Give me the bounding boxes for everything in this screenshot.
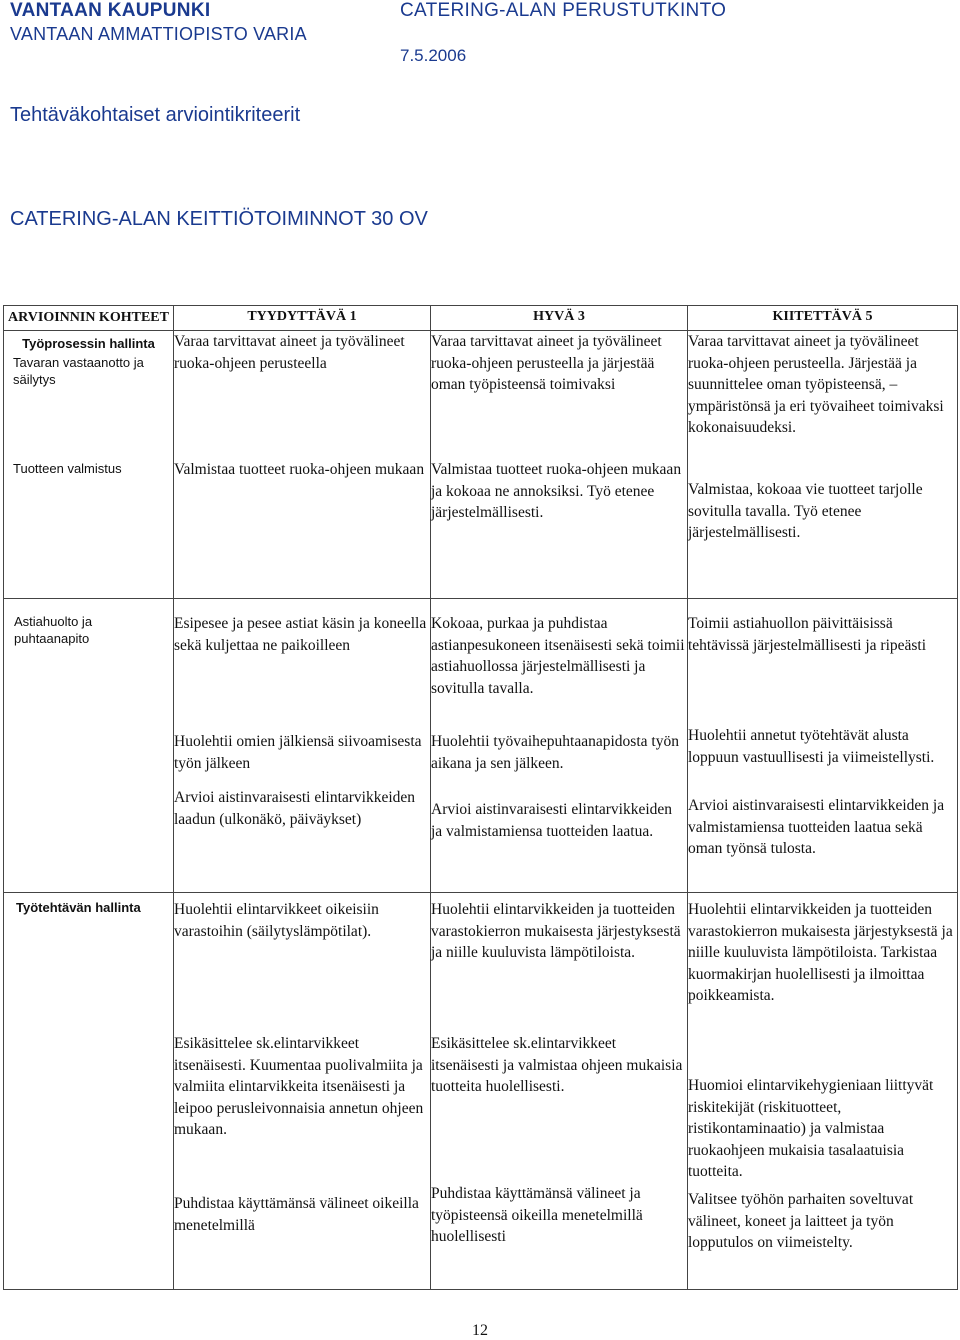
area-label: Astiahuolto ja puhtaanapito [14,614,93,646]
criterion-text: Huomioi elintarvikehygieniaan liittyvät riskitekijät (riskituotteet, ristikontaminaatio) ja valmistaa ruokaohjeen mukaisia tasalaatuisia tuotteita. [688,1077,934,1180]
criterion-text: Esikäsittelee sk.elintarvikkeet itsenäisesti ja valmistaa ohjeen mukaisia tuotteita huolellisesti. [431,1035,683,1095]
criterion-text: Valmistaa tuotteet ruoka-ohjeen mukaan ja kokoaa ne annoksiksi. Työ etenee järjestelmällisesti. [431,461,682,521]
criterion-text: Valitsee työhön parhaiten soveltuvat välineet, koneet ja laitteet ja työn lopputulos on viimeistelty. [688,1191,914,1251]
org-name: VANTAAN KAUPUNKI [10,0,211,21]
header-excellent: KIITETTÄVÄ 5 [688,306,958,331]
criteria-cell [431,331,688,599]
header-good: HYVÄ 3 [431,306,688,331]
header-satisfactory: TYYDYTTÄVÄ 1 [174,306,431,331]
criteria-cell [174,599,431,893]
criterion-text: Esikäsittelee sk.elintarvikkeet itsenäisesti. Kuumentaa puolivalmiita ja valmiita elintarvikkeita itsenäisesti ja leipoo perusleivonnaisia annetun ohjeen mukaan. [174,1035,424,1138]
criteria-cell [174,331,431,599]
criterion-text: Varaa tarvittavat aineet ja työvälineet ruoka-ohjeen perusteella [174,333,405,372]
criteria-cell [688,893,958,1290]
criteria-cell [688,331,958,599]
criterion-text: Puhdistaa käyttämänsä välineet oikeilla menetelmillä [174,1195,419,1234]
criteria-cell [174,893,431,1290]
criterion-text: Esipesee ja pesee astiat käsin ja koneella sekä kuljettaa ne paikoilleen [174,615,427,654]
org-unit: VANTAAN AMMATTIOPISTO VARIA [10,24,307,44]
table-header-row [4,306,958,331]
area-cell [4,331,174,599]
criteria-table [3,305,958,1290]
criterion-text: Huolehtii elintarvikkeiden ja tuotteiden varastokierron mukaisesta järjestyksestä ja niille kuuluvista lämpötiloista. [431,901,681,961]
criterion-text: Kokoaa, purkaa ja puhdistaa astianpesukoneen itsenäisesti sekä toimii astiahuollossa järjestelmällisesti ja sovitulla tavalla. [431,615,685,697]
criterion-text: Toimii astiahuollon päivittäisissä tehtävissä järjestelmällisesti ja ripeästi [688,615,927,654]
area-cell [4,893,174,1290]
document-date: 7.5.2006 [400,46,467,65]
criterion-text: Puhdistaa käyttämänsä välineet ja työpisteensä oikeilla menetelmillä huolellisesti [431,1185,643,1245]
criterion-text: Huolehtii työvaihepuhtaanapidosta työn aikana ja sen jälkeen. [431,733,679,772]
criterion-text: Huolehtii omien jälkiensä siivoamisesta työn jälkeen [174,733,422,772]
area-subtitle: Tavaran vastaanotto ja säilytys [13,355,144,387]
programme-name: CATERING-ALAN PERUSTUTKINTO [400,0,727,21]
criterion-text: Arvioi aistinvaraisesti elintarvikkeiden laadun (ulkonäkö, päiväykset) [174,789,416,828]
header-area: ARVIOINNIN KOHTEET [4,306,174,331]
area-subtitle: Tuotteen valmistus [13,461,122,476]
area-cell [4,599,174,893]
table-row [4,893,958,1290]
criteria-cell [431,893,688,1290]
document-title: Tehtäväkohtaiset arviointikriteerit [10,104,301,126]
area-label: Työtehtävän hallinta [16,900,141,915]
criterion-text: Arvioi aistinvaraisesti elintarvikkeiden ja valmistamiensa tuotteiden laatua sekä oman työnsä tulosta. [688,797,945,857]
table-row [4,331,958,599]
table-row [4,599,958,893]
criterion-text: Huolehtii elintarvikkeiden ja tuotteiden varastokierron mukaisesta järjestyksestä ja niille kuuluvista lämpötiloista. Tarkistaa kuormakirjan huolellisesti ja ilmoittaa poikkeamista. [688,901,953,1004]
criterion-text: Valmistaa tuotteet ruoka-ohjeen mukaan [174,461,425,478]
page-number: 12 [472,1322,488,1339]
criterion-text: Varaa tarvittavat aineet ja työvälineet ruoka-ohjeen perusteella. Järjestää ja suunnittelee oman työpisteensä, – ympäristönsä ja eri työvaiheet toimivaksi kokonaisuudeksi. [688,333,944,436]
criterion-text: Huolehtii elintarvikkeet oikeisiin varastoihin (säilytyslämpötilat). [174,901,379,940]
criterion-text: Valmistaa, kokoaa vie tuotteet tarjolle sovitulla tavalla. Työ etenee järjestelmällisesti. [688,481,923,541]
area-title: Työprosessin hallinta [22,336,155,351]
criterion-text: Varaa tarvittavat aineet ja työvälineet ruoka-ohjeen perusteella ja järjestää oman työpisteensä toimivaksi [431,333,662,393]
criterion-text: Arvioi aistinvaraisesti elintarvikkeiden ja valmistamiensa tuotteiden laatua. [431,801,673,840]
criterion-text: Huolehtii annetut työtehtävät alusta loppuun vastuullisesti ja viimeistellysti. [688,727,935,766]
criteria-cell [688,599,958,893]
criteria-cell [431,599,688,893]
section-title: CATERING-ALAN KEITTIÖTOIMINNOT 30 OV [10,208,428,230]
